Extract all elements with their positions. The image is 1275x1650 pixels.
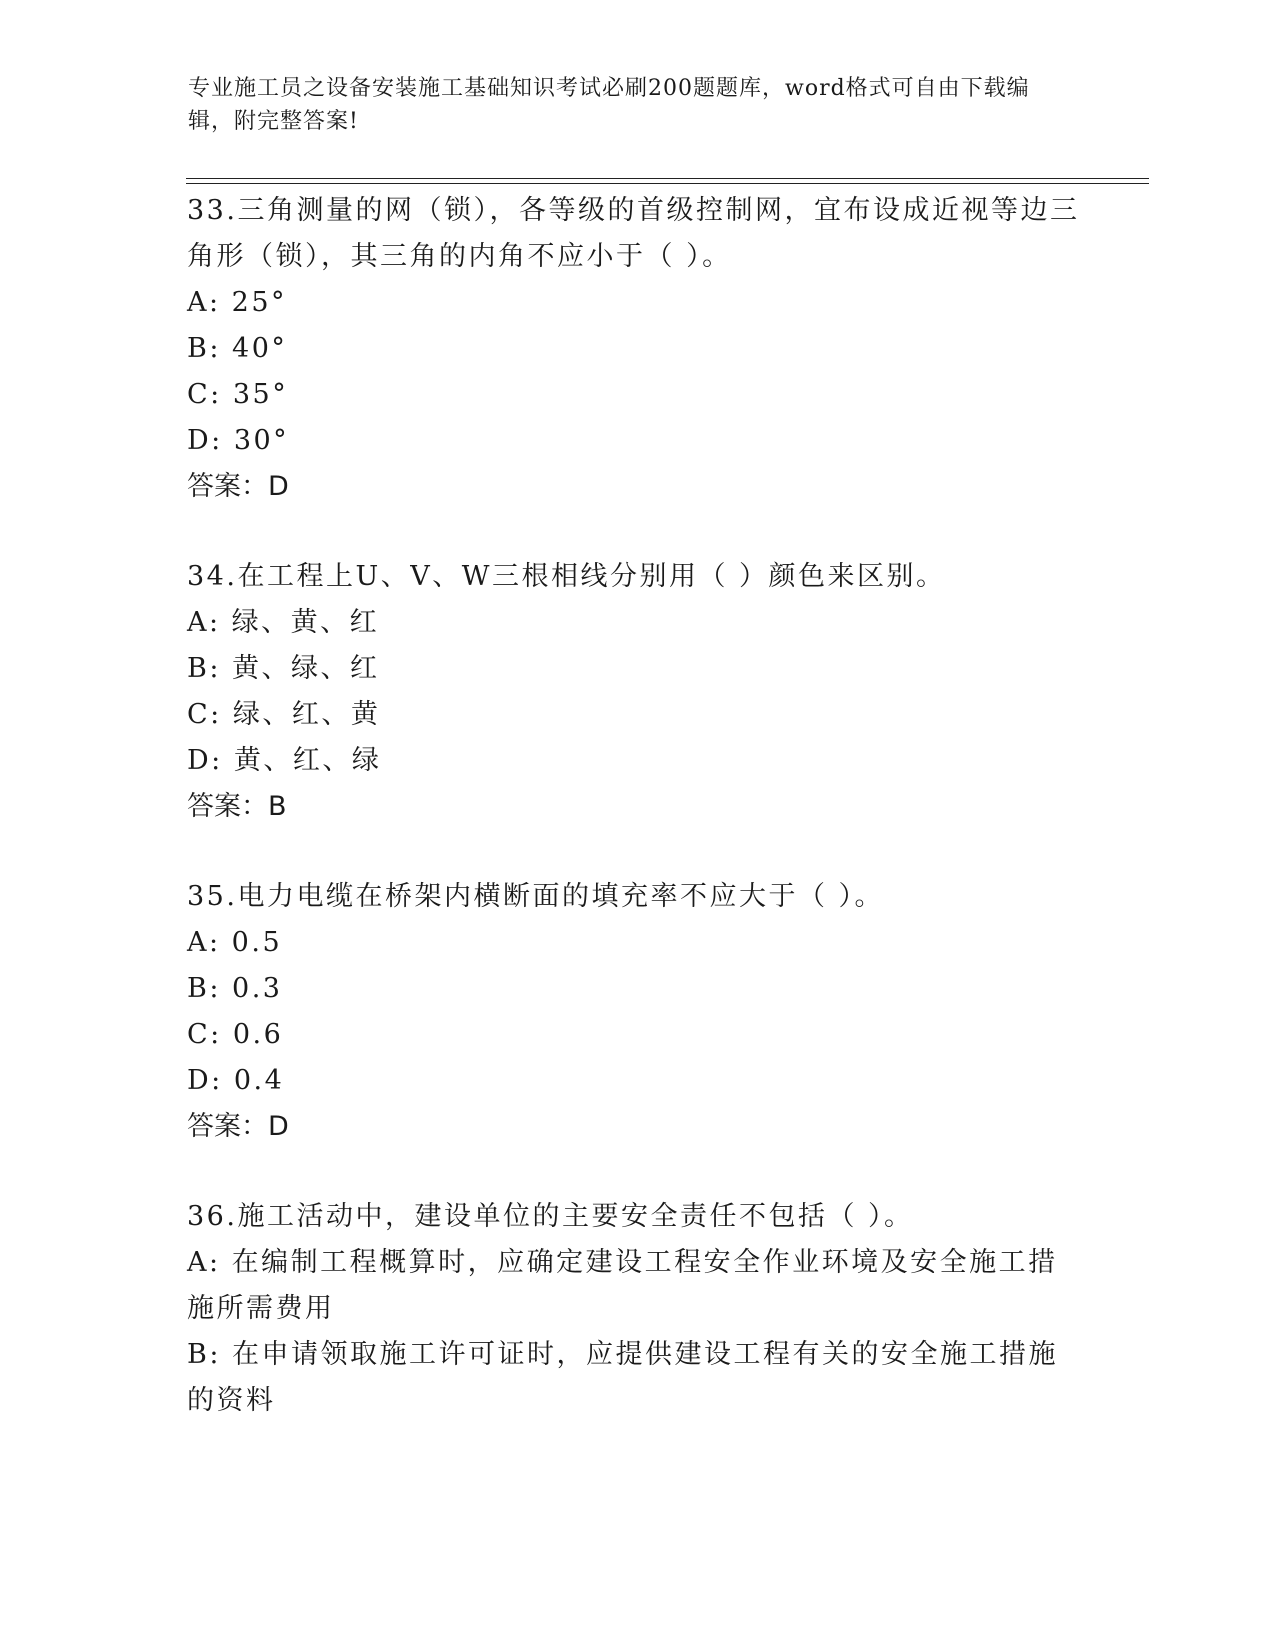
option-a: A: 0.5 xyxy=(187,927,283,958)
document-header: 专业施工员之设备安装施工基础知识考试必刷200题题库，word格式可自由下载编辑，附完整答案! xyxy=(188,76,1030,134)
question-stem: 33.三角测量的网（锁），各等级的首级控制网，宜布设成近视等边三角形（锁），其三角的内角不应小于（ ）。 xyxy=(187,195,1080,272)
option-b: B: 黄、绿、红 xyxy=(187,653,380,684)
question-36 xyxy=(187,1194,1087,1424)
option-a: A: 25° xyxy=(187,287,288,318)
option-b: B: 40° xyxy=(187,333,288,364)
option-b: B: 0.3 xyxy=(187,973,283,1004)
header-divider xyxy=(186,178,1149,179)
answer: 答案：D xyxy=(187,1111,289,1142)
question-list xyxy=(187,188,1087,1468)
header-divider-double xyxy=(186,183,1149,184)
option-d: D: 0.4 xyxy=(187,1065,285,1096)
option-b: B: 在申请领取施工许可证时，应提供建设工程有关的安全施工措施的资料 xyxy=(187,1339,1059,1416)
question-34 xyxy=(187,554,1087,830)
option-a: A: 在编制工程概算时，应确定建设工程安全作业环境及安全施工措施所需费用 xyxy=(187,1247,1058,1324)
answer: 答案：D xyxy=(187,471,289,502)
question-stem: 36.施工活动中，建设单位的主要安全责任不包括（ ）。 xyxy=(187,1201,914,1232)
answer: 答案：B xyxy=(187,791,287,822)
option-c: C: 35° xyxy=(187,379,289,410)
option-d: D: 黄、红、绿 xyxy=(187,745,382,776)
option-d: D: 30° xyxy=(187,425,290,456)
option-c: C: 0.6 xyxy=(187,1019,284,1050)
question-stem: 34.在工程上U、V、W三根相线分别用（ ）颜色来区别。 xyxy=(187,561,946,592)
question-stem: 35.电力电缆在桥架内横断面的填充率不应大于（ ）。 xyxy=(187,881,885,912)
option-a: A: 绿、黄、红 xyxy=(187,607,380,638)
question-33 xyxy=(187,188,1087,510)
option-c: C: 绿、红、黄 xyxy=(187,699,381,730)
question-35 xyxy=(187,874,1087,1150)
